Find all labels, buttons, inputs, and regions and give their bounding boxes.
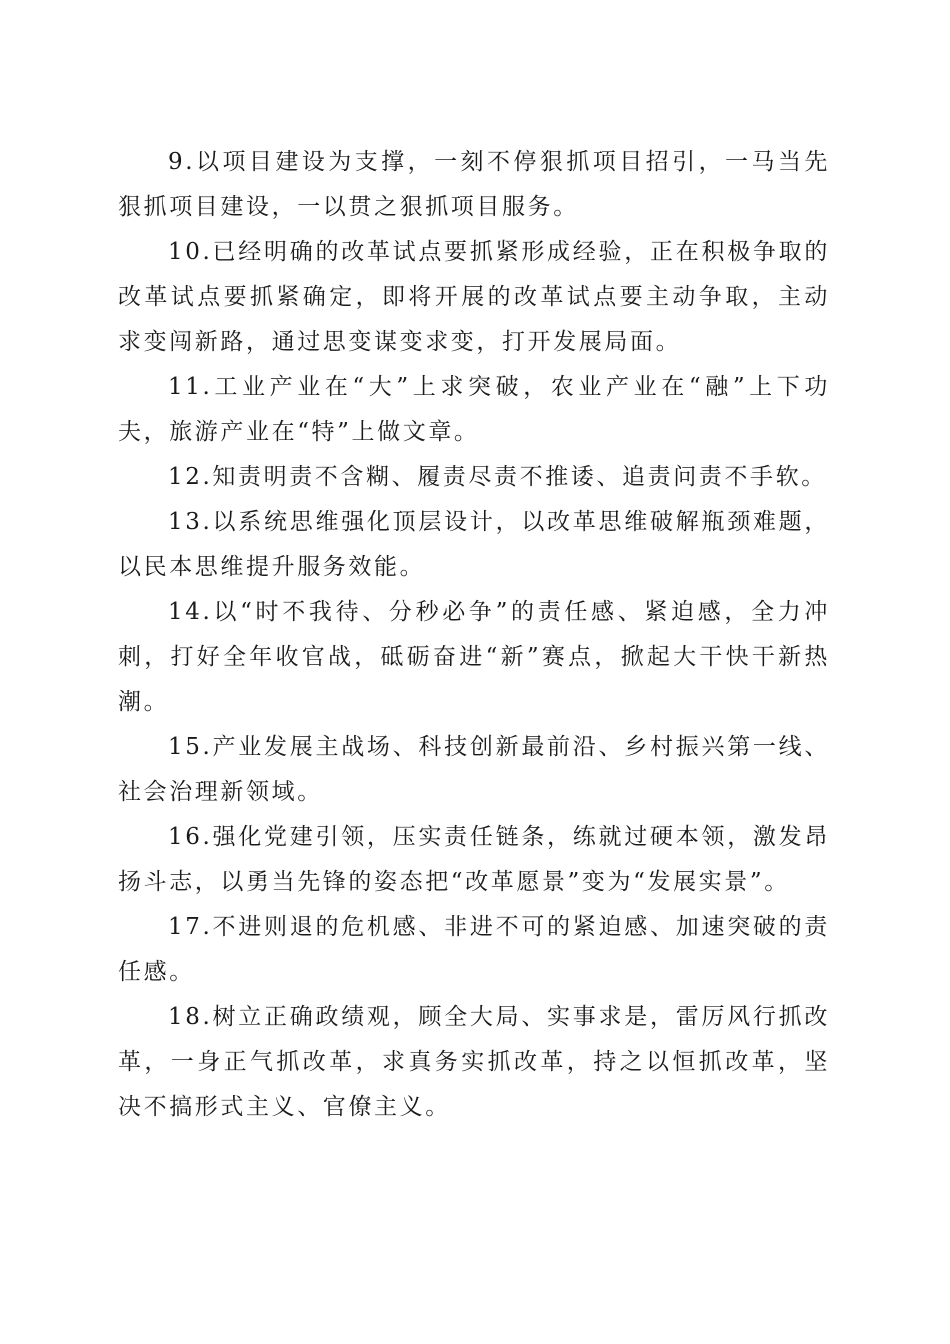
paragraph-text: 知责明责不含糊、履责尽责不推诿、追责问责不手软。 bbox=[212, 464, 827, 490]
paragraph-number: 13. bbox=[168, 509, 213, 535]
paragraph-text: 以系统思维强化顶层设计，以改革思维破解瓶颈难题，以民本思维提升服务效能。 bbox=[118, 509, 830, 580]
paragraph-number: 16. bbox=[168, 824, 213, 850]
paragraph-text: 以“时不我待、分秒必争”的责任感、紧迫感，全力冲刺，打好全年收官战，砥砺奋进“新”赛点，掀起大干快干新热潮。 bbox=[118, 599, 830, 715]
paragraph-text: 工业产业在“大”上求突破，农业产业在“融”上下功夫，旅游产业在“特”上做文章。 bbox=[118, 374, 830, 445]
paragraph-9 bbox=[118, 140, 830, 230]
paragraph-12 bbox=[118, 455, 830, 500]
paragraph-text: 已经明确的改革试点要抓紧形成经验，正在积极争取的改革试点要抓紧确定，即将开展的改革试点要主动争取，主动求变闯新路，通过思变谋变求变，打开发展局面。 bbox=[118, 239, 830, 355]
paragraph-14 bbox=[118, 590, 830, 725]
paragraph-text: 产业发展主战场、科技创新最前沿、乡村振兴第一线、社会治理新领域。 bbox=[118, 734, 830, 805]
paragraph-number: 10. bbox=[168, 239, 213, 265]
paragraph-18 bbox=[118, 995, 830, 1130]
document-body bbox=[118, 140, 830, 1130]
paragraph-text: 以项目建设为支撑，一刻不停狠抓项目招引，一马当先狠抓项目建设，一以贯之狠抓项目服务。 bbox=[118, 149, 830, 220]
paragraph-text: 不进则退的危机感、非进不可的紧迫感、加速突破的责任感。 bbox=[118, 914, 830, 985]
paragraph-text: 树立正确政绩观，顾全大局、实事求是，雷厉风行抓改革，一身正气抓改革，求真务实抓改革，持之以恒抓改革，坚决不搞形式主义、官僚主义。 bbox=[118, 1004, 830, 1120]
paragraph-number: 17. bbox=[168, 914, 213, 940]
paragraph-10 bbox=[118, 230, 830, 365]
paragraph-15 bbox=[118, 725, 830, 815]
paragraph-number: 15. bbox=[168, 734, 213, 760]
paragraph-number: 12. bbox=[168, 464, 213, 490]
paragraph-number: 11. bbox=[168, 374, 213, 400]
paragraph-16 bbox=[118, 815, 830, 905]
paragraph-11 bbox=[118, 365, 830, 455]
paragraph-13 bbox=[118, 500, 830, 590]
paragraph-number: 9. bbox=[168, 149, 196, 175]
paragraph-text: 强化党建引领，压实责任链条，练就过硬本领，激发昂扬斗志，以勇当先锋的姿态把“改革愿景”变为“发展实景”。 bbox=[118, 824, 830, 895]
paragraph-number: 18. bbox=[168, 1004, 213, 1030]
paragraph-17 bbox=[118, 905, 830, 995]
paragraph-number: 14. bbox=[168, 599, 213, 625]
